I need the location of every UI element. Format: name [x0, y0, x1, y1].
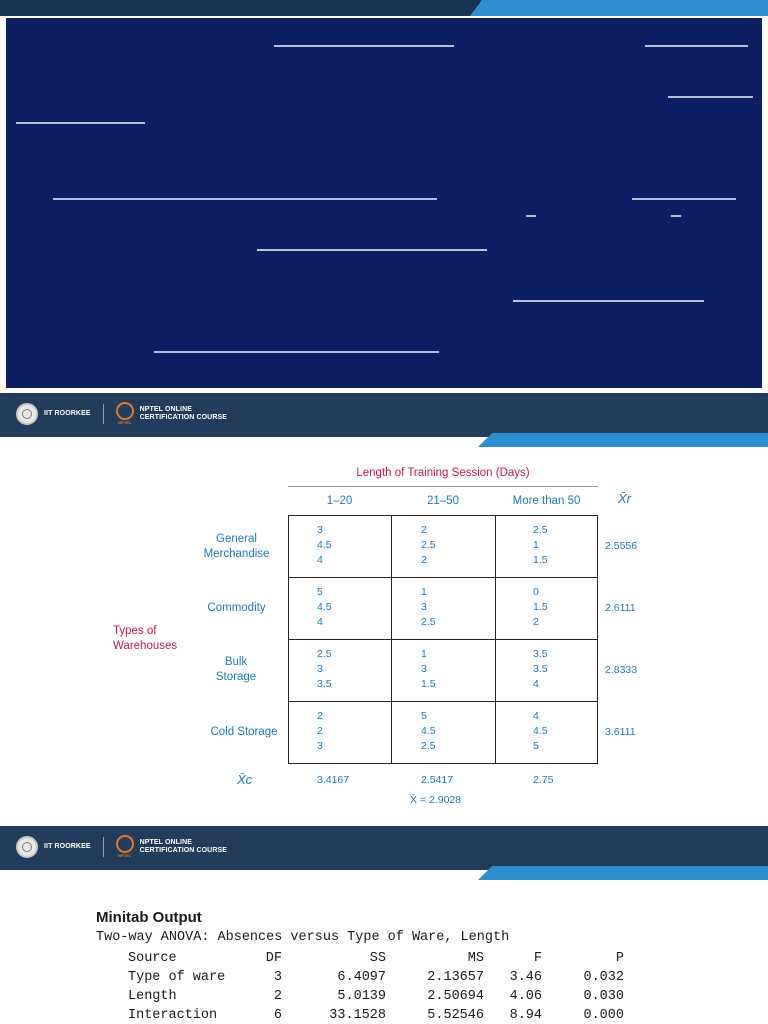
table-cell [317, 585, 332, 630]
row-mean: 2.6111 [605, 602, 636, 614]
cell-value: 1 [421, 586, 427, 598]
cell-value: 4 [533, 678, 539, 690]
grid-line [391, 515, 392, 764]
nptel-logo-icon [116, 402, 134, 420]
grid-line [288, 515, 598, 516]
cell-value: 3 [421, 601, 427, 613]
col-mean: 2.5417 [421, 774, 454, 786]
grid-line [288, 763, 598, 764]
col-mean-symbol: X̄c [237, 772, 253, 787]
nptel-mark: NPTEL [118, 853, 132, 858]
cell-value: 3 [317, 663, 323, 675]
table-cell [533, 585, 548, 630]
row-label-line2: Storage [215, 671, 257, 683]
nptel-line1: NPTEL ONLINE [139, 405, 193, 413]
anova-f: 3.46 [509, 970, 542, 985]
iit-roorkee-logo-icon [16, 836, 38, 858]
table-cell [421, 523, 436, 568]
col-mean: 2.75 [533, 774, 554, 786]
row-label-line1: Cold Storage [210, 726, 278, 738]
cell-value: 4.5 [317, 539, 332, 551]
minitab-title: Minitab Output [96, 909, 202, 926]
anova-header-f: F [533, 951, 542, 966]
underline-mark [154, 351, 439, 353]
nptel-mark: NPTEL [118, 420, 132, 425]
column-header: 1–20 [326, 495, 353, 507]
cell-value: 3.5 [533, 663, 548, 675]
cell-value: 3 [317, 524, 323, 536]
anova-header-source: Source [128, 951, 177, 966]
cell-value: 4.5 [317, 601, 332, 613]
row-label-line1: General [216, 533, 257, 545]
row-label [190, 532, 283, 562]
cell-value: 4 [317, 616, 323, 628]
anova-p: 0.032 [583, 970, 624, 985]
row-label [181, 655, 291, 685]
anova-ss: 6.4097 [337, 970, 386, 985]
footer-divider [103, 404, 104, 424]
nptel-line1: NPTEL ONLINE [139, 838, 193, 846]
underline-mark [53, 198, 437, 200]
cell-value: 5 [317, 586, 323, 598]
row-mean: 2.5556 [605, 540, 638, 552]
row-group-label [113, 624, 177, 654]
nptel-text [140, 839, 227, 855]
nptel-logo-icon [116, 835, 134, 853]
anova-df: 3 [273, 970, 282, 985]
grid-line [288, 701, 598, 702]
cell-value: 1.5 [421, 678, 436, 690]
underline-mark [513, 300, 704, 302]
row-label-line1: Bulk [224, 656, 248, 668]
footer-logos [16, 835, 227, 858]
row-label [190, 601, 283, 616]
footer-accent [478, 433, 768, 447]
top-bar-accent [470, 0, 768, 16]
row-label-line2: Merchandise [203, 548, 270, 560]
table-cell [421, 709, 436, 754]
footer-logos [16, 402, 227, 425]
cell-value: 5 [533, 740, 539, 752]
cell-value: 4 [533, 710, 539, 722]
grand-mean: X̄ = 2.9028 [410, 794, 462, 806]
underline-mark [257, 249, 487, 251]
cell-value: 2 [421, 554, 427, 566]
institute-name: IIT ROORKEE [44, 409, 91, 417]
row-group-label-line1: Types of [113, 625, 157, 637]
cell-value: 4.5 [421, 725, 436, 737]
anova-ss: 5.0139 [337, 989, 386, 1004]
anova-source: Length [128, 989, 177, 1004]
minitab-subtitle: Two-way ANOVA: Absences versus Type of Ware, Length [96, 930, 510, 945]
anova-source: Interaction [128, 1008, 218, 1023]
cell-value: 3.5 [317, 678, 332, 690]
column-header: 21–50 [427, 495, 459, 507]
grid-line [288, 515, 289, 764]
cell-value: 4 [317, 554, 323, 566]
anova-ss: 33.1528 [329, 1008, 386, 1023]
col-mean: 3.4167 [317, 774, 350, 786]
table-cell [317, 647, 332, 692]
anova-f: 8.94 [509, 1008, 542, 1023]
cell-value: 2 [533, 616, 539, 628]
anova-header-ss: SS [369, 951, 386, 966]
anova-source: Type of ware [128, 970, 226, 985]
underline-mark [668, 96, 753, 98]
nptel-line2: CERTIFICATION COURSE [139, 413, 228, 421]
underline-mark [645, 45, 748, 47]
cell-value: 1 [533, 539, 539, 551]
cell-value: 3 [421, 663, 427, 675]
nptel-line2: CERTIFICATION COURSE [139, 846, 228, 854]
cell-value: 2 [317, 710, 323, 722]
row-mean-symbol: X̄r [618, 491, 631, 506]
institute-name: IIT ROORKEE [44, 842, 91, 850]
anova-header-p: P [615, 951, 624, 966]
cell-value: 2.5 [317, 648, 332, 660]
row-mean: 3.6111 [605, 726, 636, 738]
table-header-title: Length of Training Session (Days) [356, 467, 530, 479]
cell-value: 4.5 [533, 725, 548, 737]
anova-ms: 5.52546 [427, 1008, 484, 1023]
nptel-text [140, 406, 227, 422]
row-label-line1: Commodity [207, 602, 266, 614]
row-label [200, 725, 288, 740]
grid-line [597, 515, 598, 764]
cell-value: 0 [533, 586, 539, 598]
iit-roorkee-logo-icon [16, 403, 38, 425]
anova-header-ms: MS [467, 951, 484, 966]
anova-header-df: DF [265, 951, 282, 966]
anova-p: 0.000 [583, 1008, 624, 1023]
cell-value: 5 [421, 710, 427, 722]
table-cell [533, 647, 548, 692]
column-header: More than 50 [512, 495, 581, 507]
header-rule [288, 486, 598, 487]
cell-value: 2.5 [533, 524, 548, 536]
underline-mark [632, 198, 736, 200]
cell-value: 1.5 [533, 601, 548, 613]
table-cell [533, 523, 548, 568]
nptel-logo [116, 402, 134, 425]
row-mean: 2.8333 [605, 664, 638, 676]
underline-mark [671, 215, 681, 217]
underline-mark [16, 122, 145, 124]
table-cell [317, 709, 323, 754]
footer-divider [103, 837, 104, 857]
underline-mark [526, 215, 536, 217]
nptel-logo [116, 835, 134, 858]
grid-line [495, 515, 496, 764]
table-cell [317, 523, 332, 568]
cell-value: 2.5 [421, 539, 436, 551]
anova-df: 6 [273, 1008, 282, 1023]
cell-value: 2.5 [421, 740, 436, 752]
cell-value: 2 [421, 524, 427, 536]
grid-line [288, 639, 598, 640]
anova-ms: 2.13657 [427, 970, 484, 985]
cell-value: 3 [317, 740, 323, 752]
anova-p: 0.030 [583, 989, 624, 1004]
grid-line [288, 577, 598, 578]
footer-accent [478, 866, 768, 880]
underline-mark [274, 45, 454, 47]
cell-value: 1 [421, 648, 427, 660]
anova-ms: 2.50694 [427, 989, 484, 1004]
row-group-label-line2: Warehouses [113, 640, 178, 652]
dark-slide-panel [6, 18, 762, 388]
table-cell [533, 709, 548, 754]
cell-value: 2.5 [421, 616, 436, 628]
cell-value: 2 [317, 725, 323, 737]
cell-value: 1.5 [533, 554, 548, 566]
anova-df: 2 [273, 989, 282, 1004]
cell-value: 3.5 [533, 648, 548, 660]
table-cell [421, 647, 436, 692]
anova-f: 4.06 [509, 989, 542, 1004]
table-cell [421, 585, 436, 630]
